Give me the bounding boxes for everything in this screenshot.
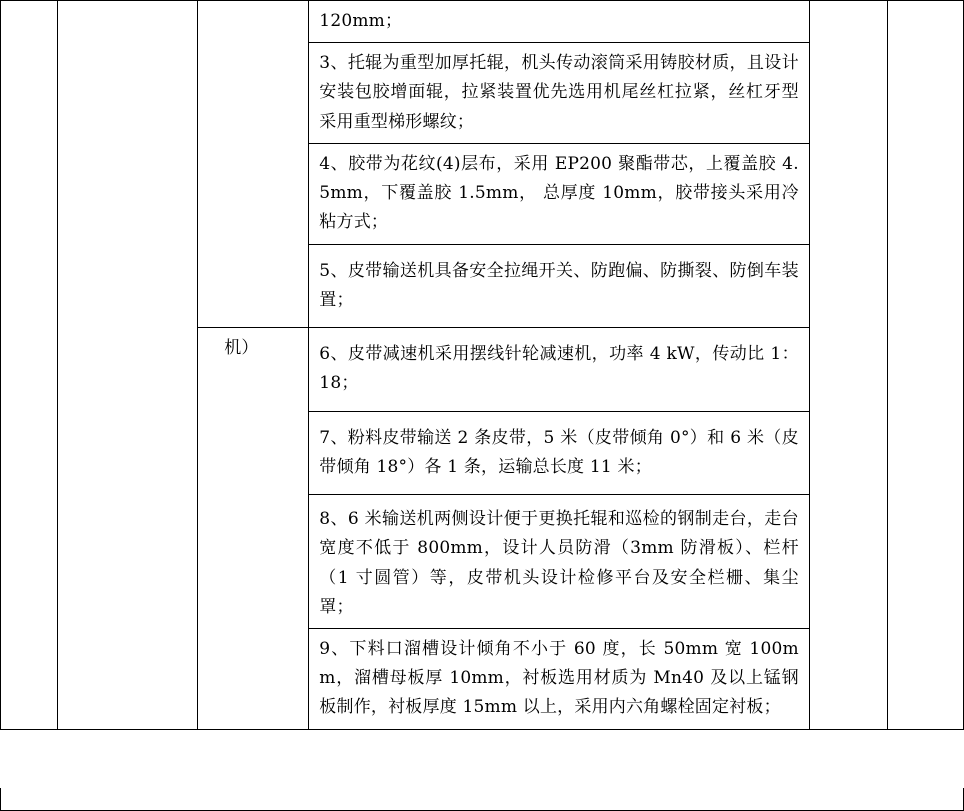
cell-col1-merged xyxy=(1,1,58,730)
cell-requirement-5 xyxy=(309,328,810,411)
table-row xyxy=(1,1,964,43)
table-body xyxy=(1,1,964,730)
table-footer-row xyxy=(0,788,964,811)
cell-col5-merged xyxy=(809,1,887,730)
requirement-text-2: 3、托辊为重型加厚托辊，机头传动滚筒采用铸胶材质，且设计安装包胶增面辊，拉紧装置优先选用机尾丝杠拉紧，丝杠牙型采用重型梯形螺纹； xyxy=(319,53,799,132)
requirement-text-8: 9、下料口溜槽设计倾角不小于 60 度，长 50mm 宽 100mm，溜槽母板厚 10mm，衬板选用材质为 Mn40 及以上锰钢板制作，衬板厚度 15mm 以上，采用内六角螺栓固定衬板； xyxy=(319,638,799,718)
cell-requirement-7 xyxy=(309,495,810,629)
cell-requirement-6 xyxy=(309,411,810,494)
requirement-text-6: 7、粉料皮带输送 2 条皮带，5 米（皮带倾角 0°）和 6 米（皮带倾角 18°）各 1 条，运输总长度 11 米； xyxy=(319,427,799,477)
requirement-text-7: 8、6 米输送机两侧设计便于更换托辊和巡检的钢制走台，走台宽度不低于 800mm，设计人员防滑（3mm 防滑板）、栏杆（1 寸圆管）等，皮带机头设计检修平台及安全栏栅、集尘罩； xyxy=(319,509,799,617)
requirement-text-1: 120mm； xyxy=(319,11,403,31)
cell-requirement-2 xyxy=(309,43,810,144)
cell-requirement-8 xyxy=(309,628,810,729)
requirement-text-3: 4、胶带为花纹(4)层布，采用 EP200 聚酯带芯，上覆盖胶 4.5mm，下覆盖胶 1.5mm， 总厚度 10mm，胶带接头采用冷粘方式； xyxy=(319,153,799,233)
cell-col6-merged xyxy=(887,1,963,730)
cell-col3-top xyxy=(198,1,309,328)
cell-requirement-3 xyxy=(309,143,810,244)
requirement-text-5: 6、皮带减速机采用摆线针轮减速机，功率 4 kW，传动比 1：18； xyxy=(319,344,799,394)
cell-equipment-label xyxy=(198,328,309,730)
table-footer-text xyxy=(1,788,963,791)
cell-requirement-1 xyxy=(309,1,810,43)
cell-col2-merged xyxy=(58,1,198,730)
cell-requirement-4 xyxy=(309,244,810,327)
equipment-label-text: 机） xyxy=(224,338,259,359)
requirement-text-4: 5、皮带输送机具备安全拉绳开关、防跑偏、防撕裂、防倒车装置； xyxy=(319,260,799,310)
